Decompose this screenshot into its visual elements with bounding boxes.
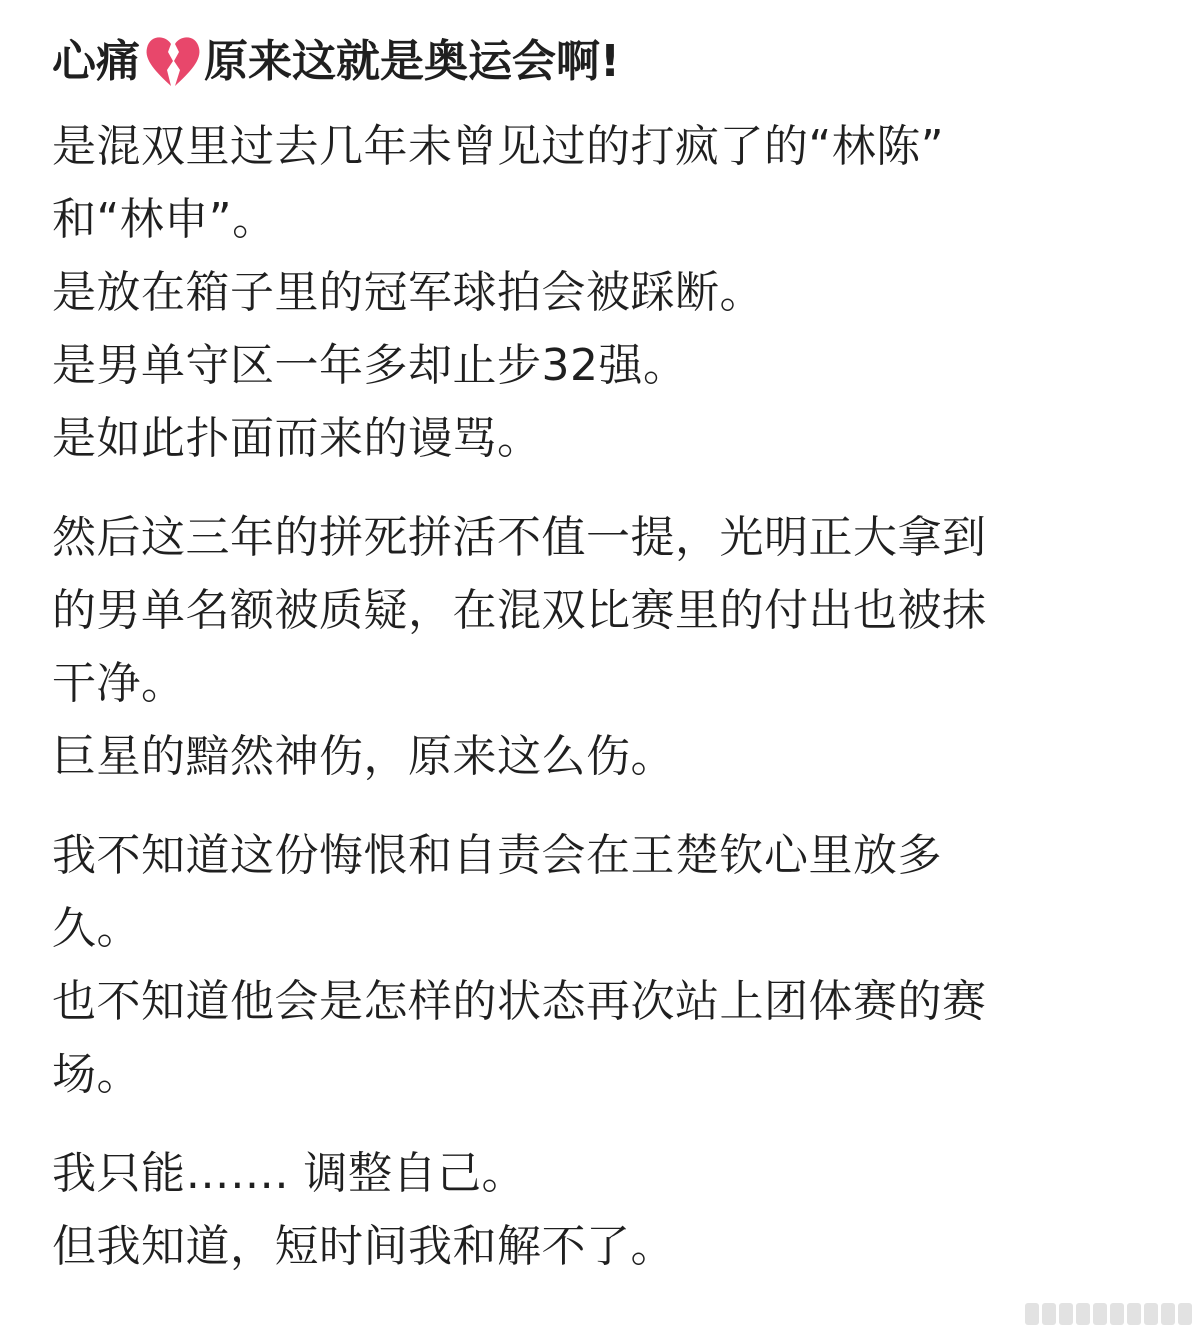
broken-heart-icon	[140, 30, 204, 94]
text-line: 然后这三年的拼死拼活不值一提，光明正大拿到	[52, 512, 987, 563]
paragraph-4	[52, 1137, 1162, 1283]
text-line: 我只能……. 调整自己。	[52, 1148, 526, 1199]
post-title	[52, 30, 1162, 94]
text-line: 和“林申”。	[52, 194, 277, 245]
text-line: 是放在箱子里的冠军球拍会被踩断。	[52, 267, 764, 318]
watermark-logo	[1025, 1303, 1192, 1325]
text-line: 巨星的黯然神伤，原来这么伤。	[52, 731, 675, 782]
text-line: 干净。	[52, 658, 186, 709]
text-line: 也不知道他会是怎样的状态再次站上团体赛的赛	[52, 976, 987, 1027]
paragraph-2	[52, 501, 1162, 793]
title-text-after: 原来这就是奥运会啊!	[204, 36, 621, 87]
title-text-before: 心痛	[52, 36, 140, 87]
text-line: 是如此扑面而来的谩骂。	[52, 413, 542, 464]
text-line: 我不知道这份悔恨和自责会在王楚钦心里放多	[52, 830, 942, 881]
text-line: 是混双里过去几年未曾见过的打疯了的“林陈”	[52, 121, 945, 172]
post-content	[52, 30, 1162, 1309]
text-line: 是男单守区一年多却止步32强。	[52, 340, 688, 391]
text-line: 但我知道，短时间我和解不了。	[52, 1221, 675, 1272]
text-line: 的男单名额被质疑，在混双比赛里的付出也被抹	[52, 585, 987, 636]
text-line: 场。	[52, 1049, 141, 1100]
paragraph-3	[52, 819, 1162, 1111]
text-line: 久。	[52, 903, 141, 954]
paragraph-1	[52, 110, 1162, 475]
